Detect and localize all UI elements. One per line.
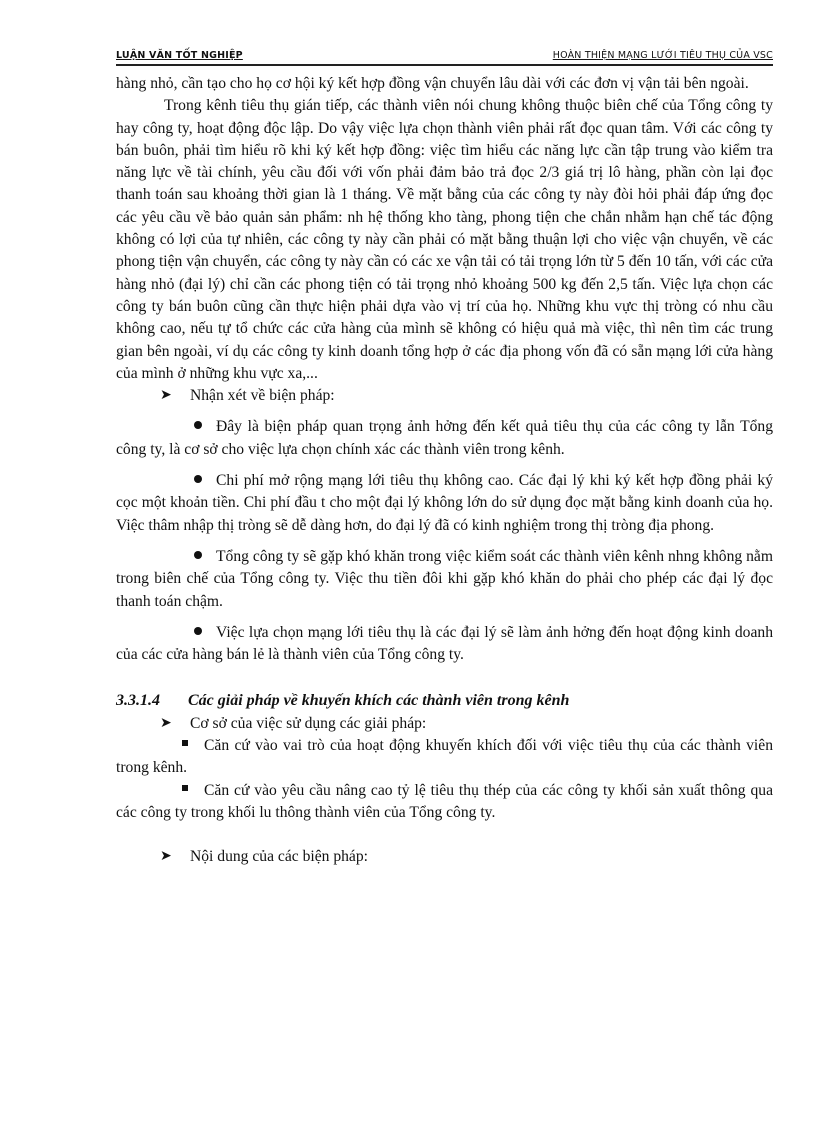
content-label: Nội dung của các biện pháp: bbox=[190, 848, 368, 866]
basis-label: Cơ sở của việc sử dụng các giải pháp: bbox=[190, 714, 427, 732]
section-title: Các giải pháp về khuyến khích các thành viên trong kênh bbox=[188, 692, 570, 710]
basis-heading bbox=[116, 713, 773, 735]
paragraph-selection: Trong kênh tiêu thụ gián tiếp, các thành viên nói chung không thuộc biên chế của Tổng công ty hay công ty, hoạt động độc lập. Do vậy việc lựa chọn thành viên phải rất đọc quan tâm. Với các công ty bán buôn, phải tìm hiểu rõ khi ký kết hợp đồng: việc tìm hiểu các năng lực cần tập trung vào kiểm tra năng lực về tài chính, yêu cầu đối với vốn phải đảm bảo trả đọc 2/3 giá trị lô hàng, phần còn lại đọc thanh toán sau khoảng thời gian là 1 tháng. Về mặt bằng của các công ty này đòi hỏi phải đáp ứng đọc các yêu cầu về bảo quản sản phẩm: nh hệ thống kho tàng, phong tiện che chắn nhằm hạn chế tác động không có lợi của tự nhiên, các công ty này cần phải có mặt bằng thuận lợi cho việc vận chuyển, về các phong tiện vận chuyển, các công ty này cần có các xe vận tải có tải trọng lớn từ 5 đến 10 tấn, với các cửa hàng nhỏ (đại lý) chỉ cần các phong tiện có tải trọng nhỏ khoảng 500 kg đến 2,5 tấn. Việc lựa chọn các công ty bán buôn cũng cần thực hiện phải dựa vào vị trí của họ. Những khu vực thị tròng có nhu cầu không cao, nếu tự tổ chức các cửa hàng của mình sẽ không có hiệu quả mà việc, thì nên tìm các trung gian bên ngoài, ví dụ các công ty kinh doanh tổng hợp ở các địa phong vốn đã có sẵn mạng lới cửa hàng của mình ở những khu vực xa,... bbox=[116, 97, 773, 382]
basis-item: Căn cứ vào yêu cầu nâng cao tỷ lệ tiêu thụ thép của các công ty khối sản xuất thông qua các công ty trong khối lu thông thành viên của Tổng công ty. bbox=[116, 781, 773, 821]
round-bullet-icon bbox=[194, 627, 202, 635]
square-bullet-icon bbox=[182, 785, 188, 791]
square-bullet-icon bbox=[182, 740, 188, 746]
content-heading bbox=[116, 846, 773, 868]
round-bullet-icon bbox=[194, 421, 202, 429]
paragraph-continuation: hàng nhỏ, cần tạo cho họ cơ hội ký kết hợp đồng vận chuyển lâu dài với các đơn vị vận tải bên ngoài. bbox=[116, 75, 749, 92]
header-left: LUẬN VĂN TỐT NGHIỆP bbox=[116, 50, 243, 61]
arrowhead-bullet-icon: ➤ bbox=[160, 715, 172, 731]
header-right: HOÀN THIỆN MẠNG LƯỚI TIÊU THỤ CỦA VSC bbox=[552, 50, 773, 61]
assessment-label: Nhận xét về biện pháp: bbox=[190, 387, 335, 405]
round-bullet-icon bbox=[194, 551, 202, 559]
running-header bbox=[116, 44, 773, 66]
assessment-bullet: Việc lựa chọn mạng lới tiêu thụ là các đại lý sẽ làm ảnh hởng đến hoạt động kinh doanh của các cửa hàng bán lẻ là thành viên của Tổng công ty. bbox=[116, 623, 773, 664]
assessment-bullet: Đây là biện pháp quan trọng ảnh hởng đến kết quả tiêu thụ của các công ty lẫn Tổng công ty, là cơ sở cho việc lựa chọn chính xác các thành viên trong kênh. bbox=[116, 418, 773, 458]
section-number: 3.3.1.4 bbox=[116, 692, 160, 710]
assessment-bullet: Tổng công ty sẽ gặp khó khăn trong việc kiểm soát các thành viên kênh nhng không nằm trong biên chế của Tổng công ty. Việc thu tiền đôi khi gặp khó khăn do phải cho phép các đại lý đọc thanh toán chậm. bbox=[116, 547, 773, 610]
assessment-bullet: Chi phí mở rộng mạng lới tiêu thụ không cao. Các đại lý khi ký kết hợp đồng phải ký cọc một khoản tiền. Chi phí đầu t cho một đại lý không lớn do sử dụng đọc mặt bằng kinh doanh của họ. Việc thâm nhập thị tròng sẽ dễ dàng hơn, do đại lý đã có kinh nghiệm trong thị tròng địa phong. bbox=[116, 472, 773, 534]
section-heading bbox=[116, 690, 773, 712]
arrowhead-bullet-icon: ➤ bbox=[160, 849, 172, 865]
assessment-heading bbox=[116, 385, 773, 407]
basis-item: Căn cứ vào vai trò của hoạt động khuyến khích đối với việc tiêu thụ của các thành viên trong kênh. bbox=[116, 737, 773, 777]
arrowhead-bullet-icon: ➤ bbox=[160, 388, 172, 404]
round-bullet-icon bbox=[194, 475, 202, 483]
document-body bbox=[116, 73, 773, 869]
